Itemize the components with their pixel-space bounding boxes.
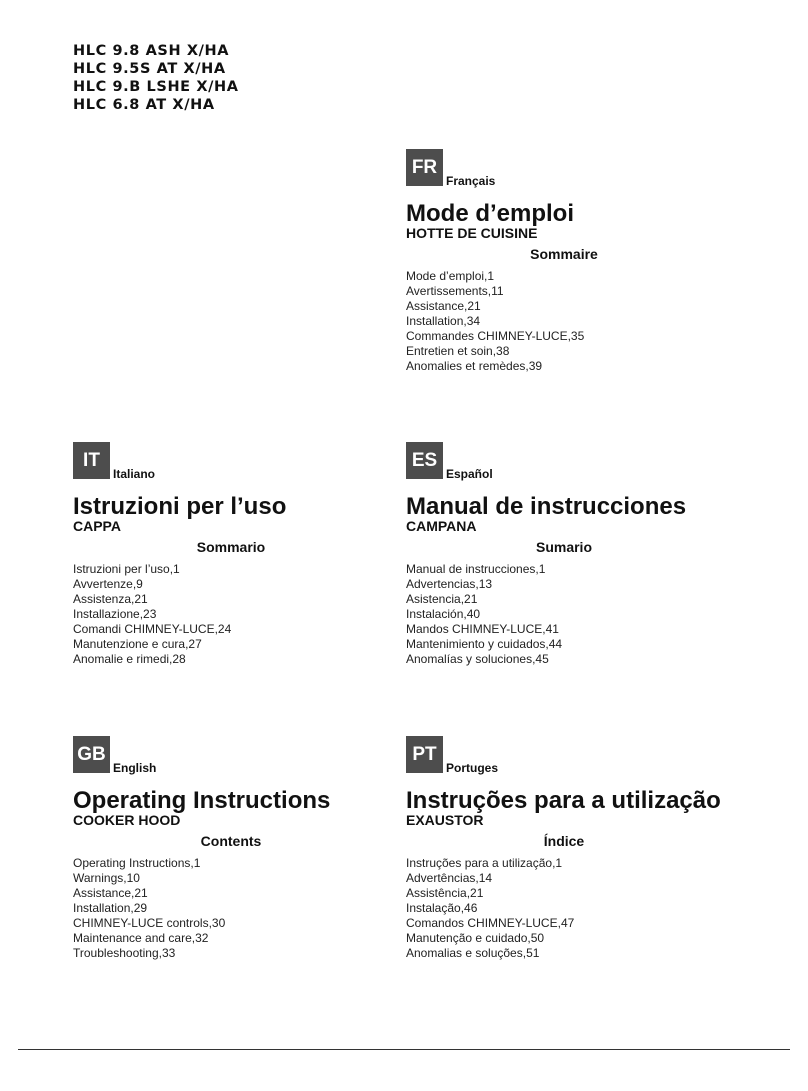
language-name: Français [446,174,496,188]
toc-item: Manutenzione e cura,27 [73,637,202,651]
section-subtitle: COOKER HOOD [73,812,181,828]
language-name: Italiano [113,467,156,481]
language-name: Portuges [446,761,499,775]
toc-item: Installation,29 [73,901,148,915]
language-name: Español [446,467,493,481]
toc-item: Installation,34 [406,314,481,328]
section-title: Operating Instructions [73,787,331,814]
footer-divider [18,1049,790,1050]
model-list [73,42,239,114]
toc-heading: Sumario [535,539,592,555]
toc-item: Warnings,10 [73,871,140,885]
toc-item: Instalación,40 [406,607,481,621]
toc-item: Avvertenze,9 [73,577,143,591]
section-subtitle: CAMPANA [406,518,477,534]
section-title: Instruções para a utilização [406,787,721,814]
section-title: Mode d’emploi [406,200,574,227]
toc-item: Maintenance and care,32 [73,931,209,945]
toc-heading: Contents [200,833,262,849]
toc-item: Comandos CHIMNEY-LUCE,47 [406,916,575,930]
toc-item: Anomalie e rimedi,28 [73,652,186,666]
toc-item: CHIMNEY-LUCE controls,30 [73,916,226,930]
model-name: HLC 9.5S AT X/HA [73,61,226,77]
toc-list [406,562,562,667]
toc-list [73,856,225,961]
toc-item: Mantenimiento y cuidados,44 [406,637,563,651]
toc-item: Assistance,21 [73,886,148,900]
toc-list [406,269,584,374]
toc-item: Operating Instructions,1 [73,856,201,870]
toc-item: Assistance,21 [406,299,481,313]
language-name: English [113,761,157,775]
section-title: Istruzioni per l’uso [73,493,287,520]
language-code-badge: PT [406,736,443,773]
model-name: HLC 9.B LSHE X/HA [73,79,239,95]
toc-item: Anomalías y soluciones,45 [406,652,549,666]
toc-item: Mode d’emploi,1 [406,269,495,283]
section-subtitle: CAPPA [73,518,121,534]
language-code-badge: IT [73,442,110,479]
toc-list [73,562,231,667]
toc-item: Istruzioni per l’uso,1 [73,562,180,576]
toc-item: Instruções para a utilização,1 [406,856,563,870]
toc-item: Anomalias e soluções,51 [406,946,540,960]
toc-item: Troubleshooting,33 [73,946,176,960]
model-name: HLC 6.8 AT X/HA [73,97,215,113]
toc-item: Advertências,14 [406,871,493,885]
toc-heading: Sommaire [530,246,598,262]
toc-item: Entretien et soin,38 [406,344,510,358]
toc-item: Commandes CHIMNEY-LUCE,35 [406,329,585,343]
toc-item: Asistencia,21 [406,592,478,606]
language-code-badge: GB [73,736,110,773]
toc-list [406,856,574,961]
language-code-badge: ES [406,442,443,479]
section-subtitle: HOTTE DE CUISINE [406,225,538,241]
toc-item: Installazione,23 [73,607,157,621]
language-code-badge: FR [406,149,443,186]
toc-item: Manual de instrucciones,1 [406,562,546,576]
toc-item: Assistenza,21 [73,592,148,606]
toc-item: Avertissements,11 [406,284,504,298]
section-title: Manual de instrucciones [406,493,687,520]
section-subtitle: EXAUSTOR [406,812,484,828]
toc-item: Manutenção e cuidado,50 [406,931,545,945]
toc-item: Comandi CHIMNEY-LUCE,24 [73,622,232,636]
toc-item: Mandos CHIMNEY-LUCE,41 [406,622,559,636]
toc-item: Anomalies et remèdes,39 [406,359,543,373]
model-name: HLC 9.8 ASH X/HA [73,43,230,59]
toc-item: Instalação,46 [406,901,478,915]
toc-item: Advertencias,13 [406,577,493,591]
toc-item: Assistência,21 [406,886,484,900]
toc-heading: Sommario [196,539,266,555]
toc-heading: Índice [543,833,585,849]
